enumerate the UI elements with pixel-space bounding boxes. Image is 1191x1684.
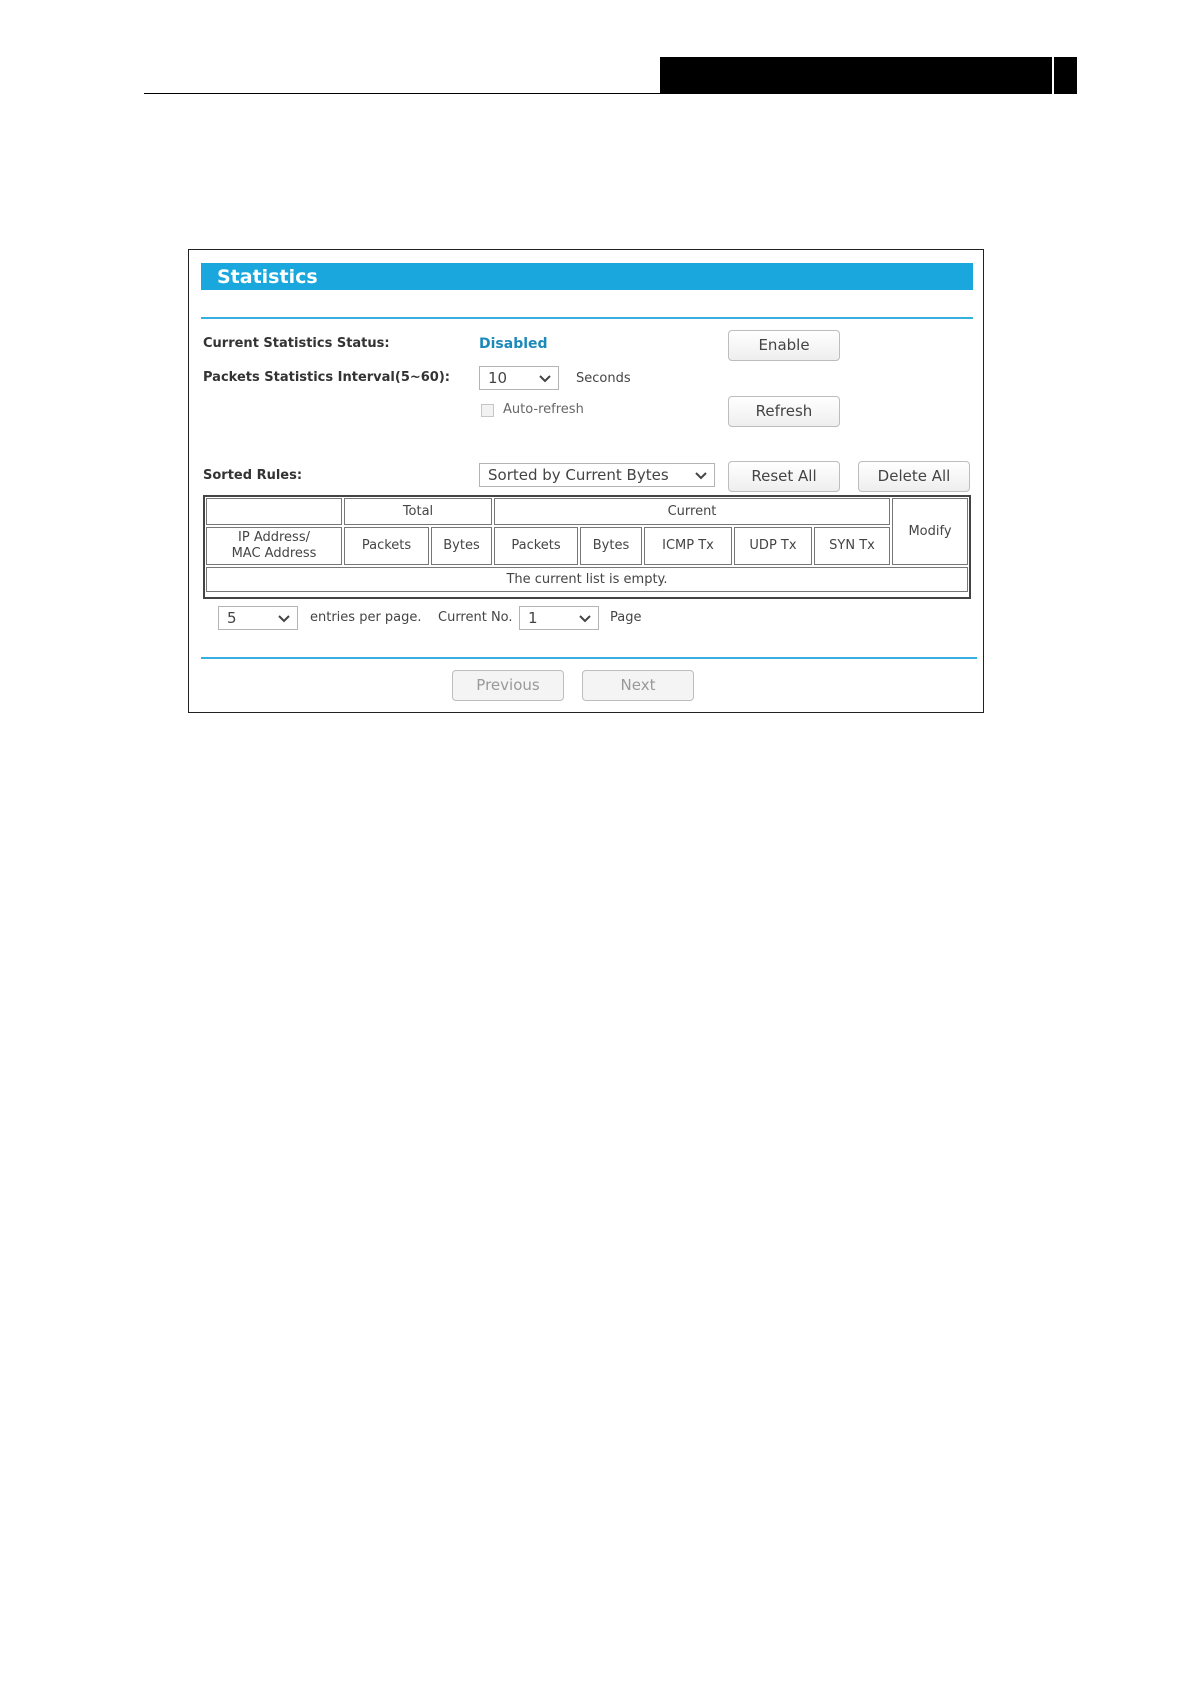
table-header-blank — [206, 498, 342, 525]
statistics-panel — [188, 249, 984, 713]
chevron-down-icon — [692, 465, 710, 485]
table-header-current: Current — [494, 498, 890, 525]
table-header-total-bytes: Bytes — [431, 527, 492, 565]
current-page-value: 1 — [528, 609, 538, 627]
sorted-rules-select[interactable] — [479, 463, 715, 487]
chevron-down-icon — [275, 608, 293, 628]
table-header-total: Total — [344, 498, 492, 525]
panel-title-bar — [201, 263, 973, 290]
table-header-icmp-tx: ICMP Tx — [644, 527, 732, 565]
table-header-address — [206, 527, 342, 565]
table-header-current-bytes: Bytes — [580, 527, 642, 565]
table-empty-row: The current list is empty. — [206, 567, 968, 592]
table-header-syn-tx: SYN Tx — [814, 527, 890, 565]
interval-select[interactable] — [479, 366, 559, 390]
interval-unit: Seconds — [576, 371, 631, 386]
auto-refresh-label: Auto-refresh — [503, 402, 584, 417]
interval-select-value: 10 — [488, 369, 508, 387]
auto-refresh-checkbox[interactable] — [481, 404, 494, 417]
current-page-select[interactable] — [519, 606, 599, 630]
panel-title: Statistics — [217, 266, 318, 288]
next-button[interactable]: Next — [582, 670, 694, 701]
entries-per-page-select[interactable] — [218, 606, 298, 630]
sorted-rules-label: Sorted Rules: — [203, 468, 303, 483]
header-black-bar — [660, 57, 1052, 94]
status-value: Disabled — [479, 336, 548, 352]
entries-per-page-value: 5 — [227, 609, 237, 627]
table-header-udp-tx: UDP Tx — [734, 527, 812, 565]
address-header-line1: IP Address/ — [238, 530, 310, 545]
chevron-down-icon — [576, 608, 594, 628]
divider-top — [201, 317, 973, 319]
enable-button[interactable]: Enable — [728, 330, 840, 361]
refresh-button[interactable]: Refresh — [728, 396, 840, 427]
entries-per-page-label: entries per page. — [310, 610, 422, 625]
statistics-table — [203, 495, 971, 599]
header-rule — [144, 93, 660, 94]
sorted-rules-value: Sorted by Current Bytes — [488, 466, 669, 484]
table-header-current-packets: Packets — [494, 527, 578, 565]
status-label: Current Statistics Status: — [203, 336, 390, 351]
header-black-tab — [1052, 57, 1077, 94]
chevron-down-icon — [536, 368, 554, 388]
address-header-line2: MAC Address — [231, 546, 317, 561]
table-header-modify: Modify — [892, 498, 968, 565]
delete-all-button[interactable]: Delete All — [858, 461, 970, 492]
reset-all-button[interactable]: Reset All — [728, 461, 840, 492]
current-no-label: Current No. — [438, 610, 513, 625]
page-label: Page — [610, 610, 642, 625]
previous-button[interactable]: Previous — [452, 670, 564, 701]
interval-label: Packets Statistics Interval(5~60): — [203, 370, 450, 385]
table-header-total-packets: Packets — [344, 527, 429, 565]
divider-bottom — [201, 657, 977, 659]
